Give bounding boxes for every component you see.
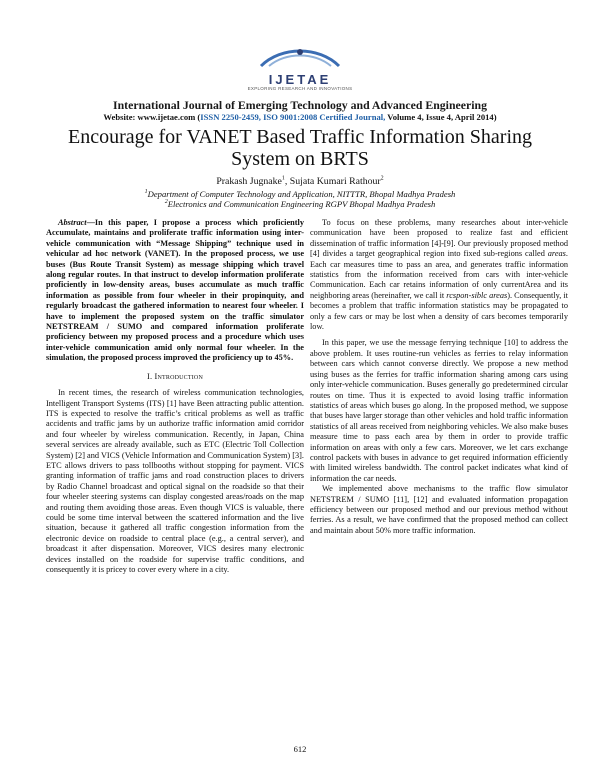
right-paragraph-1 (310, 218, 568, 332)
abstract-text: —In this paper, I propose a process which proficiently Accumulate, maintains and proliferate traffic information using inter-vehicle communication with “Message Shipping” technique used in vehicular ad hoc network (VANET). In the proposed process, we use buses (Bus Route Transit System) as message shipping which travel along regular routes. In that instruct to develop information proliferate proficiently in low-density areas, buses accumulate as much traffic information as possible from four wheeler in their propinquity, and regularly broadcast the gathered information to nearest four wheeler. I have to implement the proposed system on the traffic simulator NETSTREAM / SUMO and compared information proliferate proficiency between my proposed process and a procedure which uses inter-vehicle communication amid only normal four wheeler. In the simulation, the proposed process improved the proficiency up to 45%. (46, 218, 304, 363)
author-2-sup: 2 (380, 175, 384, 182)
journal-logo (241, 42, 359, 92)
logo-swoosh-icon (241, 42, 359, 74)
section-number: I. (146, 371, 155, 381)
journal-website-line (0, 112, 600, 122)
author-1-sup: 1 (281, 175, 285, 182)
affiliation-2 (0, 199, 600, 209)
logo-tagline: EXPLORING RESEARCH AND INNOVATIONS (247, 86, 353, 91)
website-prefix: Website: www.ijetae.com ( (103, 112, 201, 122)
abstract-label: Abstract (58, 218, 87, 227)
right-p1-emph-areas: areas (547, 249, 566, 259)
right-paragraph-3: We implemented above mechanisms to the traffic flow simulator NETSTREM / SUMO [11], [12] and evaluated information propagation efficiency between our proposed method and our previous method without ferries. As a result, we have confirmed that the proposed method can collect and maintain about 50% more traffic information. (310, 484, 568, 535)
section-heading-introduction (46, 372, 304, 382)
logo-brand: IJETAE (268, 72, 332, 87)
right-p1-part-b: . Each car measures time to pass an area, and generates traffic information statistics from the information received from cars with inter-vehicle Communication. Each car retains information of only currentArea and its neighboring areas (hereinafter, we call it (310, 249, 568, 300)
author-separator: , (284, 176, 290, 187)
page-number: 612 (293, 744, 307, 754)
issn-text: ISSN 2250-2459, ISO 9001:2008 Certified Journal, (200, 112, 386, 122)
left-column (46, 218, 304, 575)
affiliation-1-text: Department of Computer Technology and Application, NITTTR, Bhopal Madhya Pradesh (147, 189, 456, 199)
right-p1-part-a: To focus on these problems, many researches about inter-vehicle communication have been proposed to realize fast and efficient dissemination of traffic information [4]-[9]. Our previously proposed method [4] divides a target geographical region into fixed sub-regions called (310, 218, 568, 259)
affiliation-2-sup: 2 (164, 199, 168, 206)
paper-title: Encourage for VANET Based Traffic Information Sharing System on BRTS (68, 126, 532, 170)
section-title: Introduction (154, 371, 203, 381)
right-column (310, 218, 568, 536)
intro-paragraph-1: In recent times, the research of wireless communication technologies, Intelligent Transport Systems (ITS) [1] have Been attracting public attention. ITS is expected to resolve the traffic’s critical problems as well as traffic accidents and traffic jams by un authorize traffic information amid corridor and four wheeler by wireless communication. Recently, in Japan, China several services are already available, such as ETC (Electric Toll Collection System) [2] and VICS (Vehicle Information and Communication System) [3]. ETC allows drivers to pass tollbooths without stopping for payment. VICS granting information of traffic jams and road construction places to drivers by Radio Channel broadcast and optical signal on the roadside so that their four wheeler steering systems can display congested areas/roads on the map and routing them avoiding those areas. Even though VICS is valuable, there could be some time interval between the scattered information and the live situation, because it gathered all traffic congestion information from the electronic device on roadside to central place (e.g., a central server), and broadcast it after dispensation. Moreover, VICS desires many electronic devices installed on the roadside for supervise traffic conditions, and consequently it is pricey to cover every where in a city. (46, 388, 304, 574)
author-1: Prakash Jugnake (216, 176, 282, 187)
abstract (46, 218, 304, 364)
affiliation-1 (0, 189, 600, 199)
right-p1-emph-responsible: rcspon-siblc areas (446, 290, 508, 300)
author-2: Sujata Kumari Rathour (289, 176, 381, 187)
journal-name: International Journal of Emerging Technology and Advanced Engineering (113, 98, 487, 112)
authors-line (0, 176, 600, 187)
right-p1-part-c: ). Consequently, it becomes a problem that traffic information statistics may be propagated to only a few cars or may be lost when a density of cars becomes temporarily low. (310, 290, 568, 332)
website-suffix: Volume 4, Issue 4, April 2014) (385, 112, 497, 122)
right-paragraph-2: In this paper, we use the message ferrying technique [10] to address the above problem. It uses routine-run vehicles as ferries to relay information between cars which cannot converse directly. We propose a new method using buses as the ferries for traffic information sharing among cars using only inter-vehicle communication. Buses generally go predetermined circular routes on time. Thus it is expected to avoid losing traffic information statistics of areas which buses go along. In the proposed method, we suppose that buses have larger storage than other vehicles and hold traffic information statistics of all areas received from neighboring vehicles. We also make buses measure time to pass each area by them in order to provide traffic information on areas with only a few cars. Moreover, we let cars exchange control packets with buses in advance to get required information efficiently with limited wireless bandwidth. The control packet indicates what kind of information the car needs. (310, 338, 568, 483)
affiliation-2-text: Electronics and Communication Engineering RGPV Bhopal Madhya Pradesh (167, 199, 436, 209)
affiliation-1-sup: 1 (144, 189, 148, 196)
